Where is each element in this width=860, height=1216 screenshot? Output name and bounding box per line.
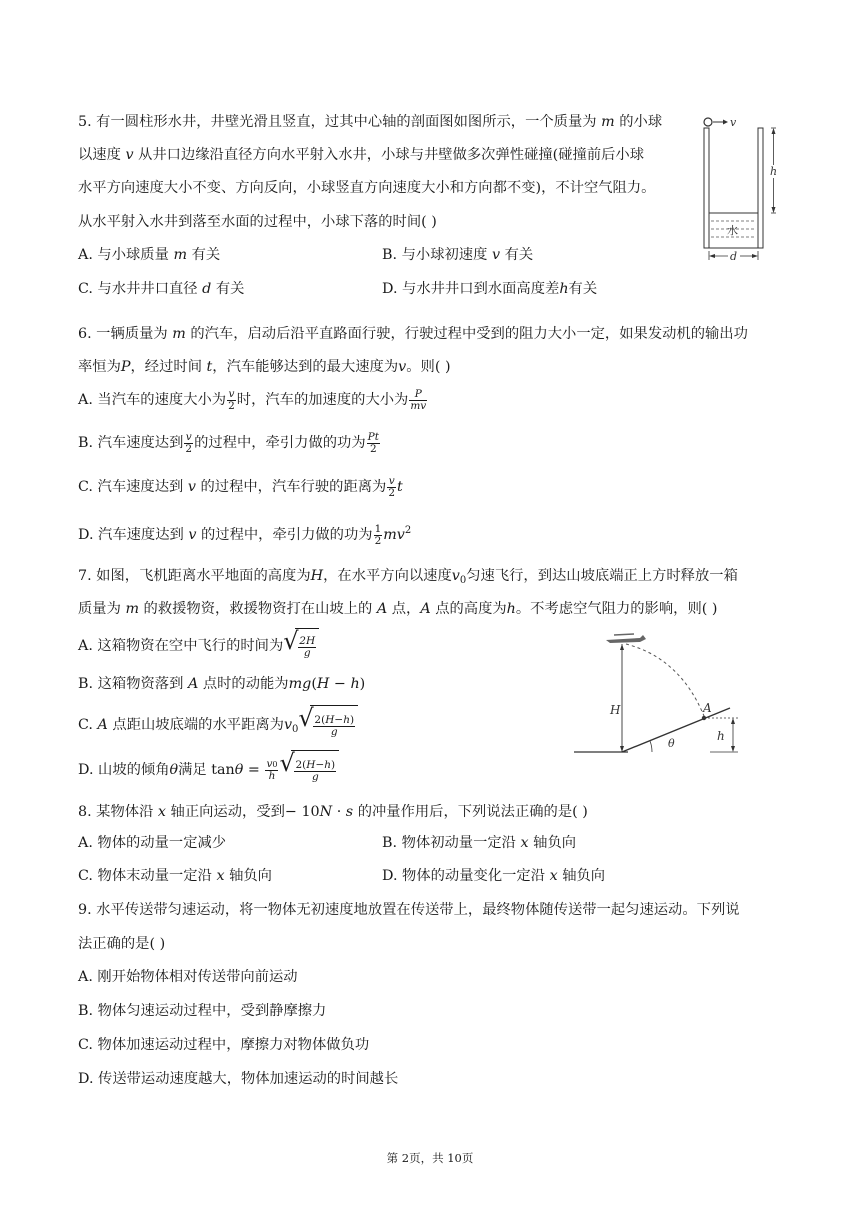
q7-label-H: H xyxy=(610,703,621,717)
q7-option-a: A. 这箱物资在空中飞行的时间为 √ $\frac{2H}{g}$ xyxy=(78,628,319,662)
q7-trajectory xyxy=(626,644,704,716)
q5-option-a: A. 与小球质量 m 有关 xyxy=(78,247,221,263)
q5-stem-line1: 5. 有一圆柱形水井，井壁光滑且竖直，过其中心轴的剖面图如图所示，一个质量为 m 的小球 xyxy=(78,114,663,130)
page-footer: 第 2页，共 10页 xyxy=(386,1151,474,1165)
q7-plane-icon xyxy=(606,635,646,643)
q7-label-h: h xyxy=(717,729,725,743)
q6-frac-pt-over-2: $\frac{Pt}{2}$ xyxy=(367,430,379,455)
q5-option-d: D. 与水井井口到水面高度差h有关 xyxy=(382,281,598,297)
q7-label-A: A xyxy=(703,701,712,715)
q7-option-d: D. 山坡的倾角θ满足 tanθ = $\frac{v0}{h}$ √ $\frac{2(H-h)}{g}$ xyxy=(78,750,339,788)
q9-stem-line2: 法正确的是( ) xyxy=(78,936,166,952)
q6-frac-v-over-2: $\frac{v}{2}$ xyxy=(228,387,235,412)
q7-label-theta: θ xyxy=(668,737,675,750)
q8-stem-line1: 8. 某物体沿 x 轴正向运动，受到− 10N · s 的冲量作用后，下列说法正确的是( ) xyxy=(78,804,588,820)
q5-label-d: d xyxy=(730,250,738,263)
q9-stem-line1: 9. 水平传送带匀速运动，将一物体无初速度地放置在传送带上，最终物体随传送带一起匀速运动。下列说 xyxy=(78,902,740,918)
q8-option-d: D. 物体的动量变化一定沿 x 轴负向 xyxy=(382,868,606,884)
q6-option-a: A. 当汽车的速度大小为 $\frac{v}{2}$ 时，汽车的加速度的大小为 $\frac{P}{mv}$ xyxy=(78,387,427,412)
q7-stem-line1: 7. 如图，飞机距离水平地面的高度为H，在水平方向以速度$v_0$匀速飞行，到达山坡底端正上方时释放一箱 xyxy=(78,568,738,586)
q6-option-b: B. 汽车速度达到 $\frac{v}{2}$ 的过程中，牵引力做的功为 $\frac{Pt}{2}$ xyxy=(78,430,379,455)
q6-stem-line1: 6. 一辆质量为 m 的汽车，启动后沿平直路面行驶，行驶过程中受到的阻力大小一定，如果发动机的输出功 xyxy=(78,326,748,342)
q5-option-b: B. 与小球初速度 v 有关 xyxy=(382,247,534,263)
q7-option-b: B. 这箱物资落到 A 点时的动能为mg(H − h) xyxy=(78,676,366,692)
q7-slope-diagram xyxy=(570,630,750,760)
q9-option-b: B. 物体匀速运动过程中，受到静摩擦力 xyxy=(78,1003,327,1019)
q9-option-c: C. 物体加速运动过程中，摩擦力对物体做负功 xyxy=(78,1037,370,1053)
q5-right-wall xyxy=(758,128,763,248)
q7-slope xyxy=(622,708,730,752)
q8-option-b: B. 物体初动量一定沿 x 轴负向 xyxy=(382,835,577,851)
q7-option-c: C. A 点距山坡底端的水平距离为$v_0$ √ $\frac{2(H-h)}{g}$ xyxy=(78,705,358,743)
q7-stem-line2: 质量为 m 的救援物资，救援物资打在山坡上的 A 点，A 点的高度为h。不考虑空气阻力的影响，则( ) xyxy=(78,601,718,617)
q5-stem-line2: 以速度 v 从井口边缘沿直径方向水平射入水井，小球与井壁做多次弹性碰撞(碰撞前后小球 xyxy=(78,147,645,163)
q6-option-d: D. 汽车速度达到 v 的过程中，牵引力做的功为 $\frac{1}{2}$ $mv^2$ xyxy=(78,522,412,547)
q5-label-water: 水 xyxy=(727,224,738,237)
q6-frac-p-over-mv: $\frac{P}{mv}$ xyxy=(410,387,427,412)
q5-ball xyxy=(704,118,712,126)
q5-option-c: C. 与水井井口直径 d 有关 xyxy=(78,281,245,297)
q5-label-h: h xyxy=(770,165,778,178)
q5-stem-line3: 水平方向速度大小不变、方向反向，小球竖直方向速度大小和方向都不变)，不计空气阻力。 xyxy=(78,180,656,196)
q8-option-c: C. 物体末动量一定沿 x 轴负向 xyxy=(78,868,272,884)
q5-left-wall xyxy=(704,128,709,248)
q8-option-a: A. 物体的动量一定减少 xyxy=(78,835,227,851)
q6-stem-line2: 率恒为P，经过时间 t，汽车能够达到的最大速度为v。则( ) xyxy=(78,359,451,375)
q6-option-c: C. 汽车速度达到 v 的过程中，汽车行驶的距离为 $\frac{v}{2}$ t xyxy=(78,474,403,499)
q7-point-a xyxy=(702,716,706,720)
q9-option-d: D. 传送带运动速度越大，物体加速运动的时间越长 xyxy=(78,1071,399,1087)
q9-option-a: A. 刚开始物体相对传送带向前运动 xyxy=(78,969,298,985)
q5-label-v: v xyxy=(730,116,737,129)
q5-stem-line4: 从水平射入水井到落至水面的过程中，小球下落的时间( ) xyxy=(78,214,437,230)
q5-well-diagram xyxy=(696,108,786,266)
